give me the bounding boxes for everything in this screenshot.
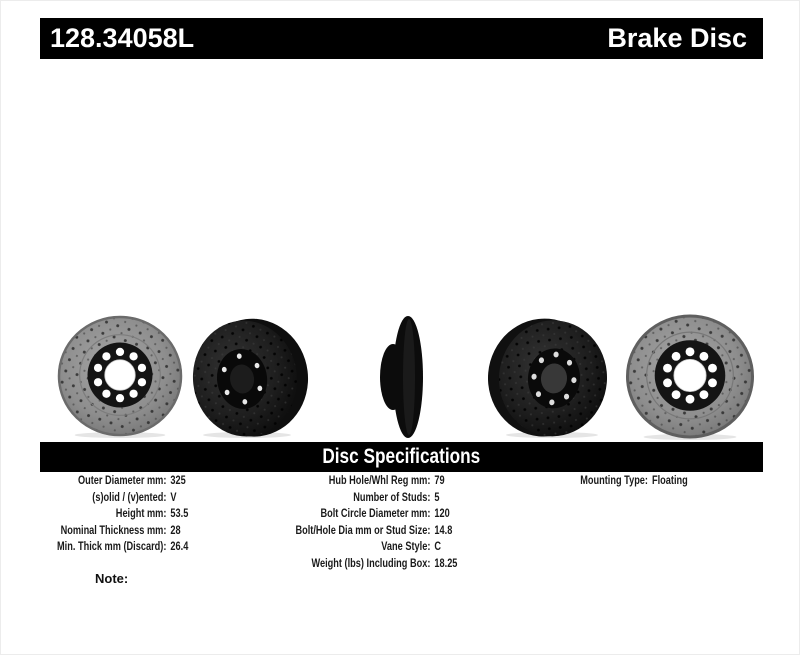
spec-value: 18.25 xyxy=(434,557,458,570)
brake-disc-angled-right-image xyxy=(482,317,616,439)
spec-row-hub-hole xyxy=(240,473,457,490)
spec-label: Weight (lbs) Including Box: xyxy=(311,557,431,570)
spec-label: Min. Thick mm (Discard): xyxy=(57,541,167,553)
spec-value: 120 xyxy=(434,508,450,520)
spec-row-outer-diameter xyxy=(40,473,188,490)
spec-label: Hub Hole/Whl Reg mm: xyxy=(328,475,431,487)
spec-label: Bolt/Hole Dia mm or Stud Size: xyxy=(295,524,431,537)
brake-disc-angled-left-image xyxy=(187,317,313,439)
brake-disc-side-profile-image xyxy=(368,313,430,441)
spec-value: 28 xyxy=(170,524,181,537)
spec-label: Outer Diameter mm: xyxy=(77,475,167,487)
spec-label: Vane Style: xyxy=(381,541,431,553)
spec-value: 325 xyxy=(170,475,186,487)
brake-disc-front-left-image xyxy=(56,315,184,439)
spec-section-title: Disc Specifications xyxy=(322,445,481,468)
spec-value: 53.5 xyxy=(170,508,189,520)
brake-disc-front-right-image xyxy=(623,314,757,441)
spec-label: Number of Studs: xyxy=(353,491,431,504)
spec-label: Bolt Circle Diameter mm: xyxy=(320,508,431,520)
spec-label: (s)olid / (v)ented: xyxy=(92,491,167,504)
spec-label: Mounting Type: xyxy=(580,475,648,487)
spec-row-mounting-type xyxy=(540,473,688,490)
spec-column-mounting-dims xyxy=(240,473,457,572)
spec-label: Nominal Thickness mm: xyxy=(60,524,167,537)
spec-row-weight xyxy=(240,556,457,573)
part-number: 128.34058L xyxy=(50,23,195,53)
spec-column-dimensions xyxy=(40,473,188,556)
spec-value: 26.4 xyxy=(170,541,189,553)
spec-value: C xyxy=(434,541,442,553)
spec-column-mounting-type xyxy=(540,473,688,490)
spec-row-bolt-circle xyxy=(240,506,457,523)
spec-value: V xyxy=(170,491,177,504)
spec-value: 14.8 xyxy=(434,524,453,537)
spec-row-min-thickness xyxy=(40,539,188,556)
spec-label: Height mm: xyxy=(115,508,167,520)
spec-row-nominal-thickness xyxy=(40,523,188,540)
spec-row-solid-vented xyxy=(40,490,188,507)
spec-section-bar xyxy=(40,442,763,472)
header-bar xyxy=(40,18,763,59)
spec-value: 79 xyxy=(434,475,445,487)
note-label: Note: xyxy=(95,571,129,586)
spec-row-number-of-studs xyxy=(240,490,457,507)
spec-row-vane-style xyxy=(240,539,457,556)
spec-value: 5 xyxy=(434,491,440,504)
spec-row-bolt-hole-dia xyxy=(240,523,457,540)
page-title: Brake Disc xyxy=(607,23,747,53)
spec-row-height xyxy=(40,506,188,523)
spec-value: Floating xyxy=(652,475,688,487)
